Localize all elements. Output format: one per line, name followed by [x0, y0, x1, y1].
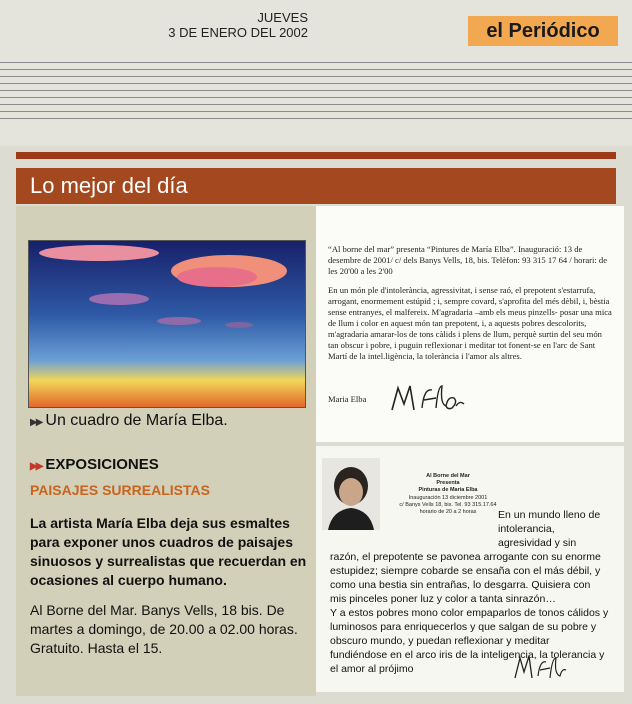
card-line: c/ Banys Vells 18, bis. Tel. 93 315.17.64 [399, 501, 497, 508]
statement-line: el amor al prójimo [330, 663, 414, 675]
masthead-weekday: JUEVES [257, 10, 308, 25]
masthead-rules [0, 62, 632, 122]
newspaper-brand: el Periódico [468, 16, 618, 46]
section-label-text: EXPOSICIONES [45, 456, 159, 473]
artist-statement [330, 508, 620, 676]
double-arrow-icon: ▶▶ [30, 461, 42, 472]
statement-line: agresividad y sin [498, 537, 577, 549]
statement-line: como una bestia sin entrañas, lo desgarra. Quisiera con [330, 579, 591, 591]
invitation-body: En un món ple d'intolerància, agressivitat, i sense raó, el prepotent s'estarrufa, arrogant, enormement estúpid ; i, sempre covard, s'aprofita del més dèbil, i, bèstia sense entranyes, el malfereix. M'agradaria –amb els meus pinzells- posar una mica de llum i color en aquest món tan prepotent, i, a aquests pobres descolorits, m'agradaria amarar-los de tons càlids i plens de llum, perquè surtin del seu món tan obscur i pobre, i puguin reflexionar i meditar tot fonent-se en l'arc de Sant Martí de la intel.ligència, la tolerància i l'amor als altres. [328, 285, 612, 361]
section-header: Lo mejor del día [16, 168, 616, 204]
masthead-date [148, 10, 308, 40]
card-line: Al Borne del Mar [426, 473, 470, 479]
card-line: Inauguración 13 diciembre 2001 [408, 494, 488, 501]
article-info: Al Borne del Mar. Banys Vells, 18 bis. De martes a domingo, de 20.00 a 02.00 horas. Gratuito. Hasta el 15. [30, 602, 298, 656]
article-lead: La artista María Elba deja sus esmaltes para exponer unos cuadros de paisajes sinuosos y surrealistas que recuerdan en ocasiones al cuerpo humano. [30, 515, 307, 588]
statement-line: luminosos para enriquecerlos y que salgan de su pobre y [330, 621, 597, 633]
statement-line: razón, el prepotente se pavonea arrogante con su enorme [330, 551, 601, 563]
statement-line: mis pinceles poner luz y color a tanta sinrazón… [330, 593, 556, 605]
masthead [0, 0, 632, 146]
signature-mark [512, 650, 570, 686]
card-line: horario de 20 a 2 horas [419, 509, 477, 516]
double-arrow-icon: ▶▶ [30, 417, 42, 428]
statement-line: obscuro mundo, y puedan reflexionar y meditar [330, 635, 550, 647]
statement-line: fundiéndose en el arco iris de la inteligencia, la tolerancia y [330, 649, 605, 661]
masthead-full-date: 3 DE ENERO DEL 2002 [168, 25, 308, 40]
painting-caption-text: Un cuadro de María Elba. [45, 412, 228, 429]
article-headline: PAISAJES SURREALISTAS [30, 482, 210, 498]
surrealist-painting [28, 240, 306, 408]
card-line: Pinturas de Maria Elba [418, 487, 478, 494]
invitation-heading: “Al borne del mar” presenta “Pintures de María Elba”. Inauguració: 13 de desembre de 2001/ c/ dels Banys Vells, 18, bis. Telèfon: 93 315 17 64 / horari: de les 20'00 a les 2'00 [328, 244, 608, 276]
statement-line: Y a estos pobres mono color empaparlos de tonos cálidos y [330, 607, 609, 619]
card-line: Presenta [436, 480, 460, 487]
statement-line: estupidez; siempre cobarde se ensaña con el más débil, y [330, 565, 601, 577]
signature-mark [388, 378, 468, 418]
statement-line: En un mundo lleno de [498, 509, 601, 521]
invitation-text [328, 244, 614, 370]
statement-line: intolerancia, [498, 523, 555, 535]
painting-caption [30, 412, 228, 430]
invitation-name: Maria Elba [328, 394, 367, 404]
section-top-rule [16, 152, 616, 159]
section-label [30, 456, 159, 473]
